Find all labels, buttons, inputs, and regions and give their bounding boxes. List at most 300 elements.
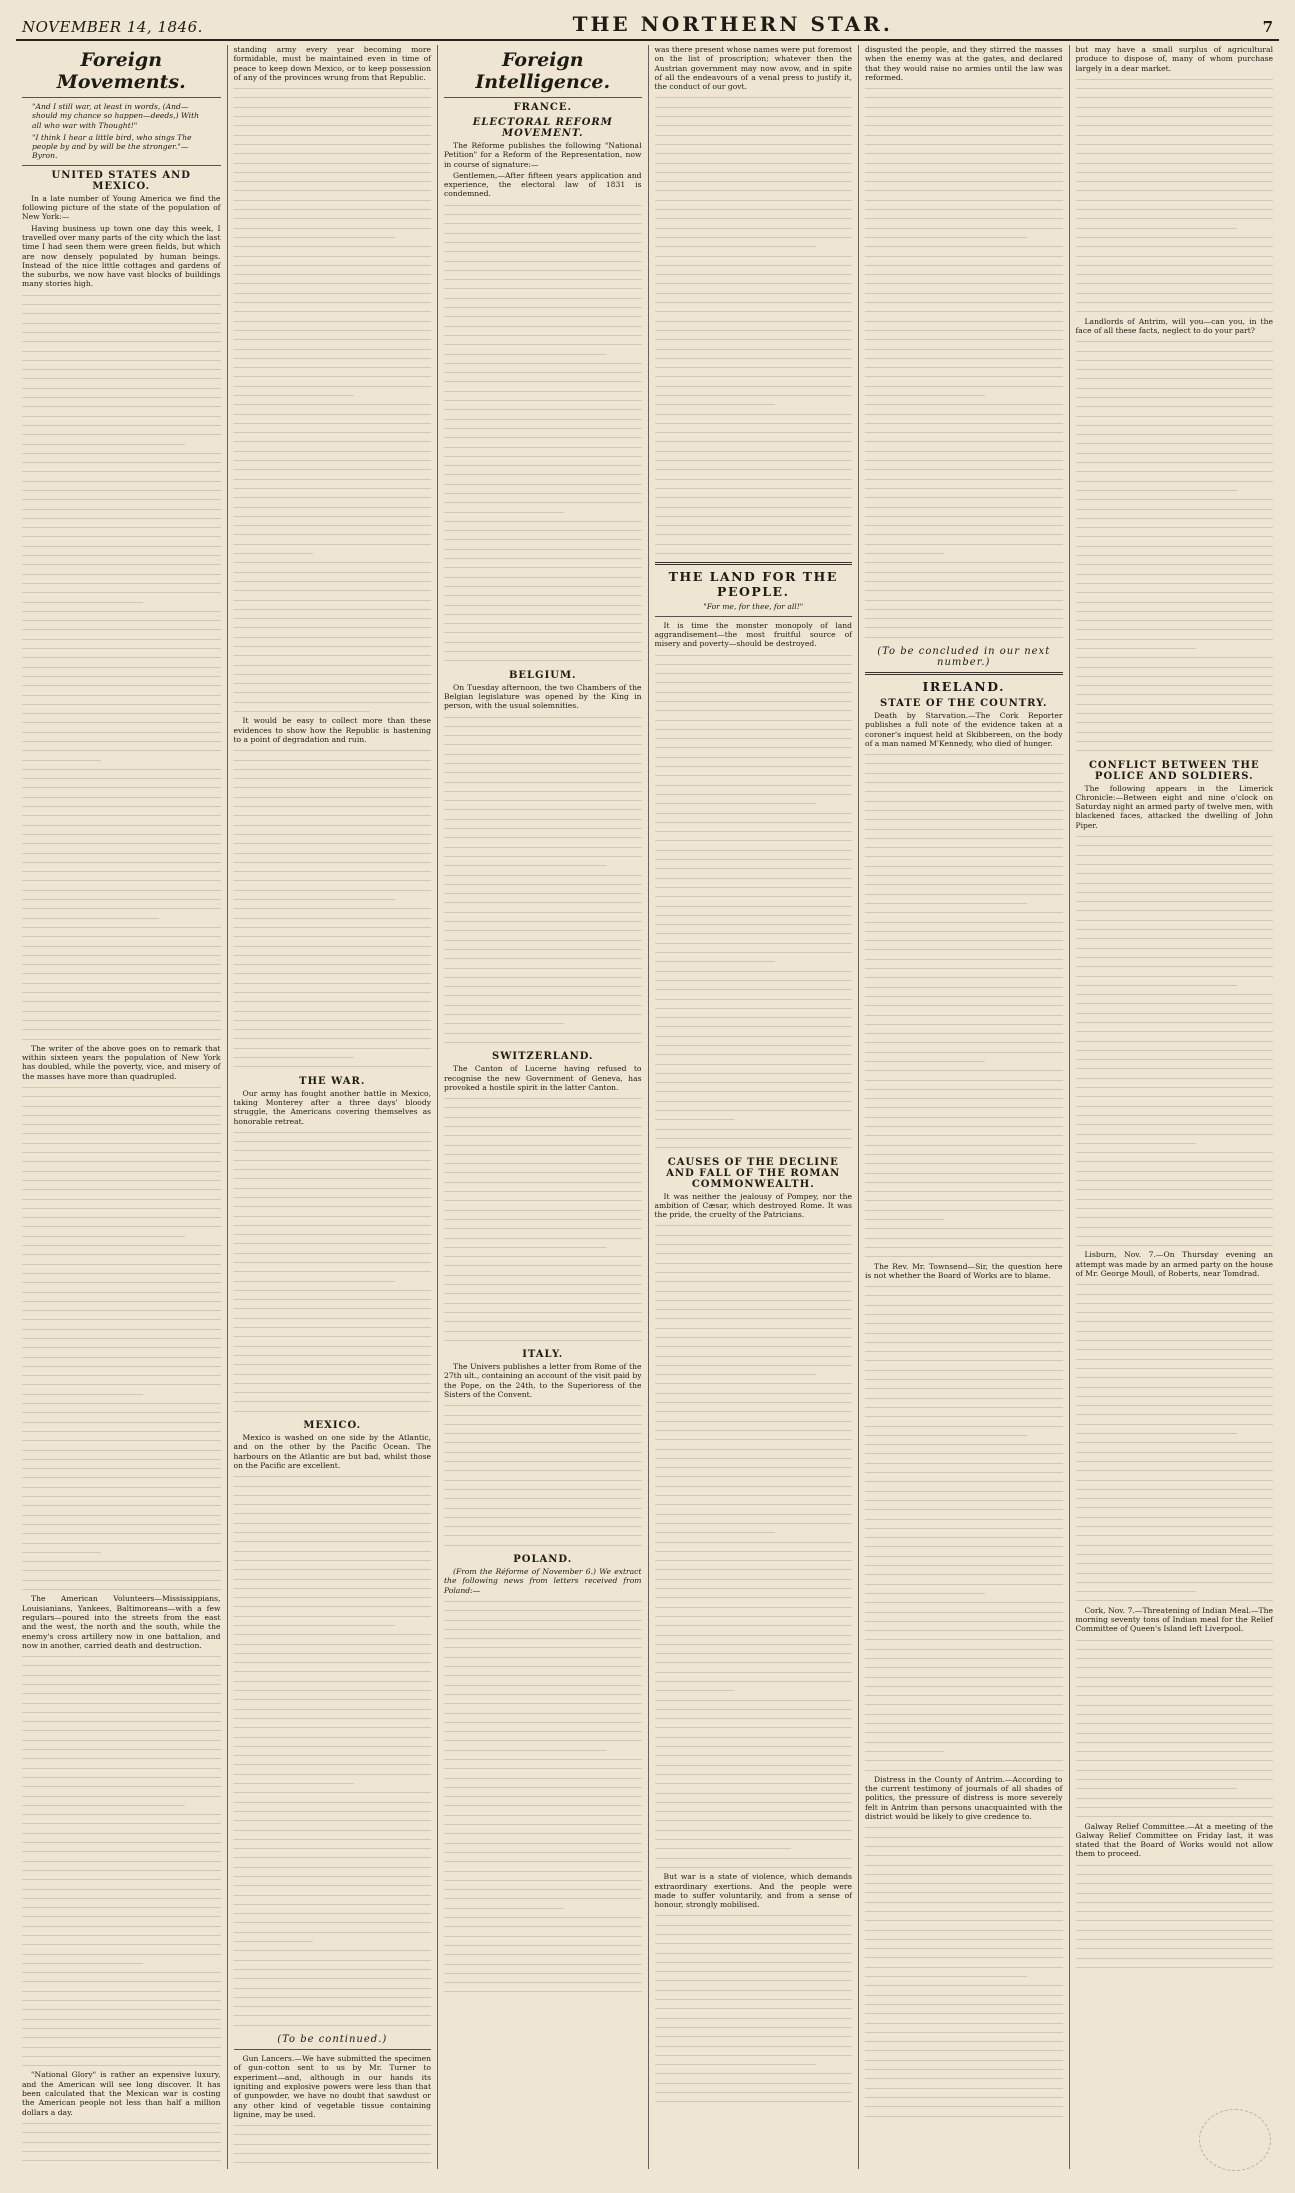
text-line xyxy=(865,1944,1063,1953)
text-line xyxy=(865,2037,1063,2046)
text-line xyxy=(444,1839,642,1848)
text-line xyxy=(444,982,642,991)
text-line xyxy=(655,1221,853,1230)
text-line xyxy=(234,326,432,335)
text-line xyxy=(22,1652,221,1661)
text-line xyxy=(444,1746,606,1755)
text-line xyxy=(444,1969,642,1978)
text-line xyxy=(22,1241,221,1250)
text-line xyxy=(444,796,642,805)
text-line xyxy=(234,2149,432,2158)
text-line xyxy=(865,159,1063,168)
text-line xyxy=(655,2069,853,2078)
text-line xyxy=(444,1922,642,1931)
text-line xyxy=(655,214,853,223)
text-line xyxy=(22,514,221,523)
text-line xyxy=(444,1411,642,1420)
text-line xyxy=(655,205,853,214)
article-heading-land-for-people: THE LAND FOR THE PEOPLE. xyxy=(668,569,838,600)
paragraph: disgusted the people, and they stirred the masses when the enemy was at the gates, and declared that they would raise no armies until the law was reformed. xyxy=(865,45,1063,82)
text-line xyxy=(234,335,432,344)
text-line xyxy=(865,1131,1063,1140)
text-line xyxy=(865,1926,1063,1935)
text-line xyxy=(1076,298,1274,307)
text-line xyxy=(234,979,432,988)
text-line xyxy=(1076,1241,1274,1250)
text-line xyxy=(865,1243,1063,1252)
text-line xyxy=(22,309,221,318)
rule xyxy=(655,562,853,565)
text-line xyxy=(655,1050,853,1059)
text-line xyxy=(1076,999,1274,1008)
text-line xyxy=(22,960,221,969)
text-line xyxy=(22,1035,221,1044)
text-line xyxy=(234,1593,432,1602)
text-line xyxy=(234,1630,432,1639)
text-line xyxy=(234,1165,432,1174)
text-line xyxy=(22,1671,221,1680)
article-subheading-electoral-reform: ELECTORAL REFORM MOVEMENT. xyxy=(472,117,613,139)
text-line xyxy=(655,809,853,818)
text-line xyxy=(234,512,432,521)
text-line xyxy=(655,456,853,465)
text-line xyxy=(865,1310,1063,1319)
text-line xyxy=(234,1723,432,1732)
text-line xyxy=(234,1993,432,2002)
text-line xyxy=(655,1751,853,1760)
text-line xyxy=(865,93,1063,102)
text-line xyxy=(865,177,1063,186)
text-line xyxy=(655,1004,853,1013)
text-line xyxy=(234,1788,432,1797)
text-line xyxy=(444,713,642,722)
text-line xyxy=(22,1661,221,1670)
text-line xyxy=(1076,1185,1274,1194)
text-line xyxy=(234,1844,432,1853)
text-line xyxy=(655,2004,853,2013)
text-line xyxy=(655,948,853,957)
text-line xyxy=(655,1097,853,1106)
text-line xyxy=(444,1113,642,1122)
text-line xyxy=(444,1699,642,1708)
text-line xyxy=(865,1329,1063,1338)
text-line xyxy=(1076,196,1274,205)
text-line xyxy=(22,1736,221,1745)
text-line xyxy=(234,186,432,195)
text-line xyxy=(655,1854,853,1863)
text-line xyxy=(234,419,432,428)
column-3 xyxy=(437,45,648,2169)
text-line xyxy=(444,1513,642,1522)
text-line xyxy=(234,261,432,270)
text-line xyxy=(865,437,1063,446)
article-heading-the-war: THE WAR. xyxy=(299,1075,366,1087)
text-line xyxy=(865,1301,1063,1310)
text-line xyxy=(655,1835,853,1844)
text-line xyxy=(234,1482,432,1491)
text-line xyxy=(444,470,642,479)
text-line xyxy=(655,2088,853,2097)
article-heading-poland: POLAND. xyxy=(513,1554,573,1566)
text-line xyxy=(234,1946,432,1955)
text-line xyxy=(444,1178,642,1187)
text-line xyxy=(444,1662,642,1671)
text-line xyxy=(1076,934,1274,943)
text-line xyxy=(865,1673,1063,1682)
text-line xyxy=(865,1719,1063,1728)
text-line xyxy=(22,551,221,560)
text-line xyxy=(655,1911,853,1920)
text-line xyxy=(22,830,221,839)
text-line xyxy=(865,1515,1063,1524)
text-line xyxy=(22,1418,221,1427)
text-line xyxy=(865,2112,1063,2121)
text-line xyxy=(22,1977,221,1986)
text-line xyxy=(22,2052,221,2061)
text-line xyxy=(655,1631,853,1640)
text-line xyxy=(655,995,853,1004)
text-line xyxy=(1076,168,1274,177)
text-line xyxy=(234,2002,432,2011)
text-line xyxy=(655,939,853,948)
text-line xyxy=(865,1542,1063,1551)
text-line xyxy=(655,976,853,985)
text-line xyxy=(1076,1476,1274,1485)
text-line xyxy=(865,400,1063,409)
text-line xyxy=(655,1986,853,1995)
text-line xyxy=(655,1342,853,1351)
text-line xyxy=(655,706,853,715)
text-line xyxy=(444,582,642,591)
text-line xyxy=(655,1686,734,1695)
text-line xyxy=(22,1204,221,1213)
text-line xyxy=(22,1922,221,1931)
text-line xyxy=(234,540,432,549)
text-line xyxy=(655,1640,853,1649)
text-line xyxy=(1076,1055,1274,1064)
text-line xyxy=(865,577,1063,586)
text-line xyxy=(22,653,221,662)
text-line xyxy=(22,1016,221,1025)
body-text-block xyxy=(444,713,642,1048)
text-line xyxy=(22,505,221,514)
text-line xyxy=(22,1306,221,1315)
text-line xyxy=(444,1932,642,1941)
body-text-block xyxy=(865,1282,1063,1775)
text-line xyxy=(444,750,642,759)
text-line xyxy=(865,558,1063,567)
text-line xyxy=(234,214,432,223)
text-line xyxy=(234,707,370,716)
text-line xyxy=(865,1094,1063,1103)
text-line xyxy=(22,1520,221,1529)
text-line xyxy=(1076,1232,1274,1241)
text-line xyxy=(865,1608,1063,1617)
text-line xyxy=(234,997,432,1006)
text-line xyxy=(234,1332,432,1341)
text-line xyxy=(865,1459,1063,1468)
text-line xyxy=(655,920,853,929)
text-line xyxy=(1076,588,1274,597)
text-line xyxy=(865,363,1063,372)
column-5 xyxy=(858,45,1069,2169)
text-line xyxy=(234,1742,432,1751)
library-stamp-icon xyxy=(1199,2109,1271,2171)
text-line xyxy=(1076,93,1274,102)
text-line xyxy=(1076,944,1274,953)
text-line xyxy=(444,443,642,452)
text-line xyxy=(22,1885,221,1894)
text-line xyxy=(655,1296,853,1305)
text-line xyxy=(1076,186,1274,195)
text-line xyxy=(1076,514,1274,523)
text-line xyxy=(22,1576,221,1585)
text-line xyxy=(22,849,221,858)
text-line xyxy=(444,229,642,238)
text-line xyxy=(444,415,642,424)
text-line xyxy=(22,1764,221,1773)
text-line xyxy=(655,484,853,493)
text-line xyxy=(655,1742,853,1751)
text-line xyxy=(1076,1130,1274,1139)
text-line xyxy=(234,577,432,586)
text-line xyxy=(865,465,1063,474)
text-line xyxy=(865,1663,1063,1672)
text-line xyxy=(865,1384,1063,1393)
text-line xyxy=(234,410,432,419)
text-line xyxy=(1076,384,1274,393)
text-line xyxy=(22,895,221,904)
text-line xyxy=(865,918,1063,927)
text-line xyxy=(22,988,221,997)
text-line xyxy=(444,1606,642,1615)
text-line xyxy=(655,1032,853,1041)
text-line xyxy=(444,619,642,628)
text-line xyxy=(865,307,1063,316)
text-line xyxy=(1076,1195,1274,1204)
text-line xyxy=(234,1807,432,1816)
text-line xyxy=(22,979,221,988)
text-line xyxy=(444,219,642,228)
text-line xyxy=(655,252,853,261)
text-line xyxy=(234,530,432,539)
text-line xyxy=(234,298,432,307)
body-text-block xyxy=(655,651,853,1153)
body-text-block xyxy=(444,1401,642,1550)
text-line xyxy=(655,1528,775,1537)
text-line xyxy=(655,967,853,976)
body-text-block xyxy=(444,1597,642,1997)
article-heading-italy: ITALY. xyxy=(522,1349,564,1361)
text-line xyxy=(444,628,642,637)
text-line xyxy=(655,196,853,205)
text-line xyxy=(234,605,432,614)
text-line xyxy=(865,252,1063,261)
text-line xyxy=(234,1379,432,1388)
text-line xyxy=(444,331,642,340)
text-line xyxy=(234,1779,354,1788)
text-line xyxy=(22,802,221,811)
text-line xyxy=(865,568,1063,577)
text-line xyxy=(22,1501,221,1510)
text-line xyxy=(444,368,642,377)
text-line xyxy=(444,1718,642,1727)
text-line xyxy=(865,1561,1063,1570)
text-line xyxy=(1076,1907,1274,1916)
text-line xyxy=(22,1511,221,1520)
text-line xyxy=(1076,1046,1274,1055)
text-line xyxy=(234,932,432,941)
body-text-block xyxy=(22,2119,221,2169)
paragraph: On Tuesday afternoon, the two Chambers of the Belgian legislature was opened by the King in person, with the usual solemnities. xyxy=(444,682,642,711)
text-line xyxy=(234,224,432,233)
text-line xyxy=(22,1371,221,1380)
text-line xyxy=(234,177,432,186)
text-line xyxy=(865,1085,1063,1094)
text-line xyxy=(865,1728,1063,1737)
text-line xyxy=(22,1792,221,1801)
text-line xyxy=(655,298,853,307)
section-heading-foreign-movements: Foreign Movements. xyxy=(56,49,186,93)
text-line xyxy=(655,1249,853,1258)
body-text-block xyxy=(234,1128,432,1416)
text-line xyxy=(655,1305,853,1314)
text-line xyxy=(22,1325,221,1334)
text-line xyxy=(444,824,642,833)
text-line xyxy=(22,1176,221,1185)
text-line xyxy=(234,876,432,885)
text-line xyxy=(444,1327,642,1336)
text-line xyxy=(1076,1064,1274,1073)
text-line xyxy=(1076,1383,1274,1392)
text-line xyxy=(865,843,1063,852)
text-line xyxy=(234,345,432,354)
issue-date: NOVEMBER 14, 1846. xyxy=(22,18,203,36)
text-line xyxy=(865,890,1063,899)
text-line xyxy=(22,1894,221,1903)
paragraph: It is time the monster monopoly of land aggrandisement—the most fruitful source of misery and poverty—should be destroyed. xyxy=(654,620,852,649)
text-line xyxy=(655,1268,853,1277)
text-line xyxy=(865,815,1063,824)
text-line xyxy=(655,270,853,279)
motto: "For me, for thee, for all!" xyxy=(703,602,804,612)
text-line xyxy=(234,765,432,774)
text-line xyxy=(234,168,432,177)
text-line xyxy=(1076,1448,1274,1457)
text-line xyxy=(1076,112,1274,121)
text-line xyxy=(865,1580,1063,1589)
text-line xyxy=(1076,1701,1274,1710)
text-line xyxy=(444,1029,642,1038)
text-line xyxy=(655,1723,853,1732)
text-line xyxy=(655,762,853,771)
text-line xyxy=(22,783,221,792)
text-line xyxy=(444,1755,642,1764)
text-line xyxy=(22,598,143,607)
text-line xyxy=(444,871,642,880)
text-line xyxy=(655,363,853,372)
text-line xyxy=(655,1816,853,1825)
text-line xyxy=(865,834,1063,843)
text-line xyxy=(234,1509,432,1518)
text-line xyxy=(655,131,853,140)
text-line xyxy=(865,1738,1063,1747)
text-line xyxy=(444,1727,642,1736)
text-line xyxy=(655,1333,853,1342)
paragraph: The Univers publishes a letter from Rome of the 27th ult., containing an account of the visit paid by the Pope, on the 24th, to the Superioress of the Sisters of the Convent. xyxy=(444,1362,642,1399)
text-line xyxy=(655,2060,817,2069)
text-line xyxy=(865,1394,1063,1403)
text-line xyxy=(22,570,221,579)
article-heading-switzerland: SWITZERLAND. xyxy=(491,1051,594,1063)
text-line xyxy=(1076,1176,1274,1185)
text-line xyxy=(444,1001,642,1010)
text-line xyxy=(1076,1466,1274,1475)
text-line xyxy=(865,233,1027,242)
text-line xyxy=(22,1213,221,1222)
text-line xyxy=(1076,1870,1274,1879)
text-line xyxy=(655,345,853,354)
rule xyxy=(22,97,221,98)
text-line xyxy=(234,1156,432,1165)
text-line xyxy=(865,1029,1063,1038)
text-line xyxy=(865,1187,1063,1196)
text-line xyxy=(655,149,853,158)
text-line xyxy=(865,447,1063,456)
text-line xyxy=(655,2032,853,2041)
text-line xyxy=(865,382,1063,391)
text-line xyxy=(444,489,642,498)
text-line xyxy=(234,651,432,660)
text-line xyxy=(234,1900,432,1909)
text-line xyxy=(22,1334,221,1343)
text-line xyxy=(1076,709,1274,718)
text-line xyxy=(444,1196,642,1205)
text-line xyxy=(1076,1729,1274,1738)
text-line xyxy=(22,886,221,895)
text-line xyxy=(655,1798,853,1807)
paragraph: But war is a state of violence, which demands extraordinary exertions. And the people were made to suffer voluntarily, and from a sense of honour, strongly mobilised. xyxy=(654,1872,852,1910)
text-line xyxy=(234,289,432,298)
text-line xyxy=(444,1429,642,1438)
article-heading-us-mexico: UNITED STATES AND MEXICO. xyxy=(51,169,191,192)
text-line xyxy=(234,521,432,530)
text-line xyxy=(444,1420,642,1429)
text-line xyxy=(865,1505,1063,1514)
text-line xyxy=(1076,560,1274,569)
body-text-block xyxy=(22,1083,221,1594)
text-line xyxy=(655,1668,853,1677)
text-line xyxy=(444,1159,642,1168)
text-line xyxy=(444,638,642,647)
text-line xyxy=(22,477,221,486)
text-line xyxy=(444,424,642,433)
text-line xyxy=(655,428,853,437)
article-heading-police-soldiers: CONFLICT BETWEEN THE POLICE AND SOLDIERS. xyxy=(1088,759,1260,782)
text-line xyxy=(655,1277,853,1286)
text-line xyxy=(1076,505,1274,514)
text-line xyxy=(22,1139,221,1148)
text-line xyxy=(655,1733,853,1742)
text-line xyxy=(22,1120,221,1129)
body-text-block xyxy=(1076,75,1274,317)
text-line xyxy=(234,1519,432,1528)
text-line xyxy=(234,1472,432,1481)
text-line xyxy=(865,2102,1063,2111)
text-line xyxy=(444,545,642,554)
text-line xyxy=(655,1565,853,1574)
text-line xyxy=(1076,1738,1274,1747)
